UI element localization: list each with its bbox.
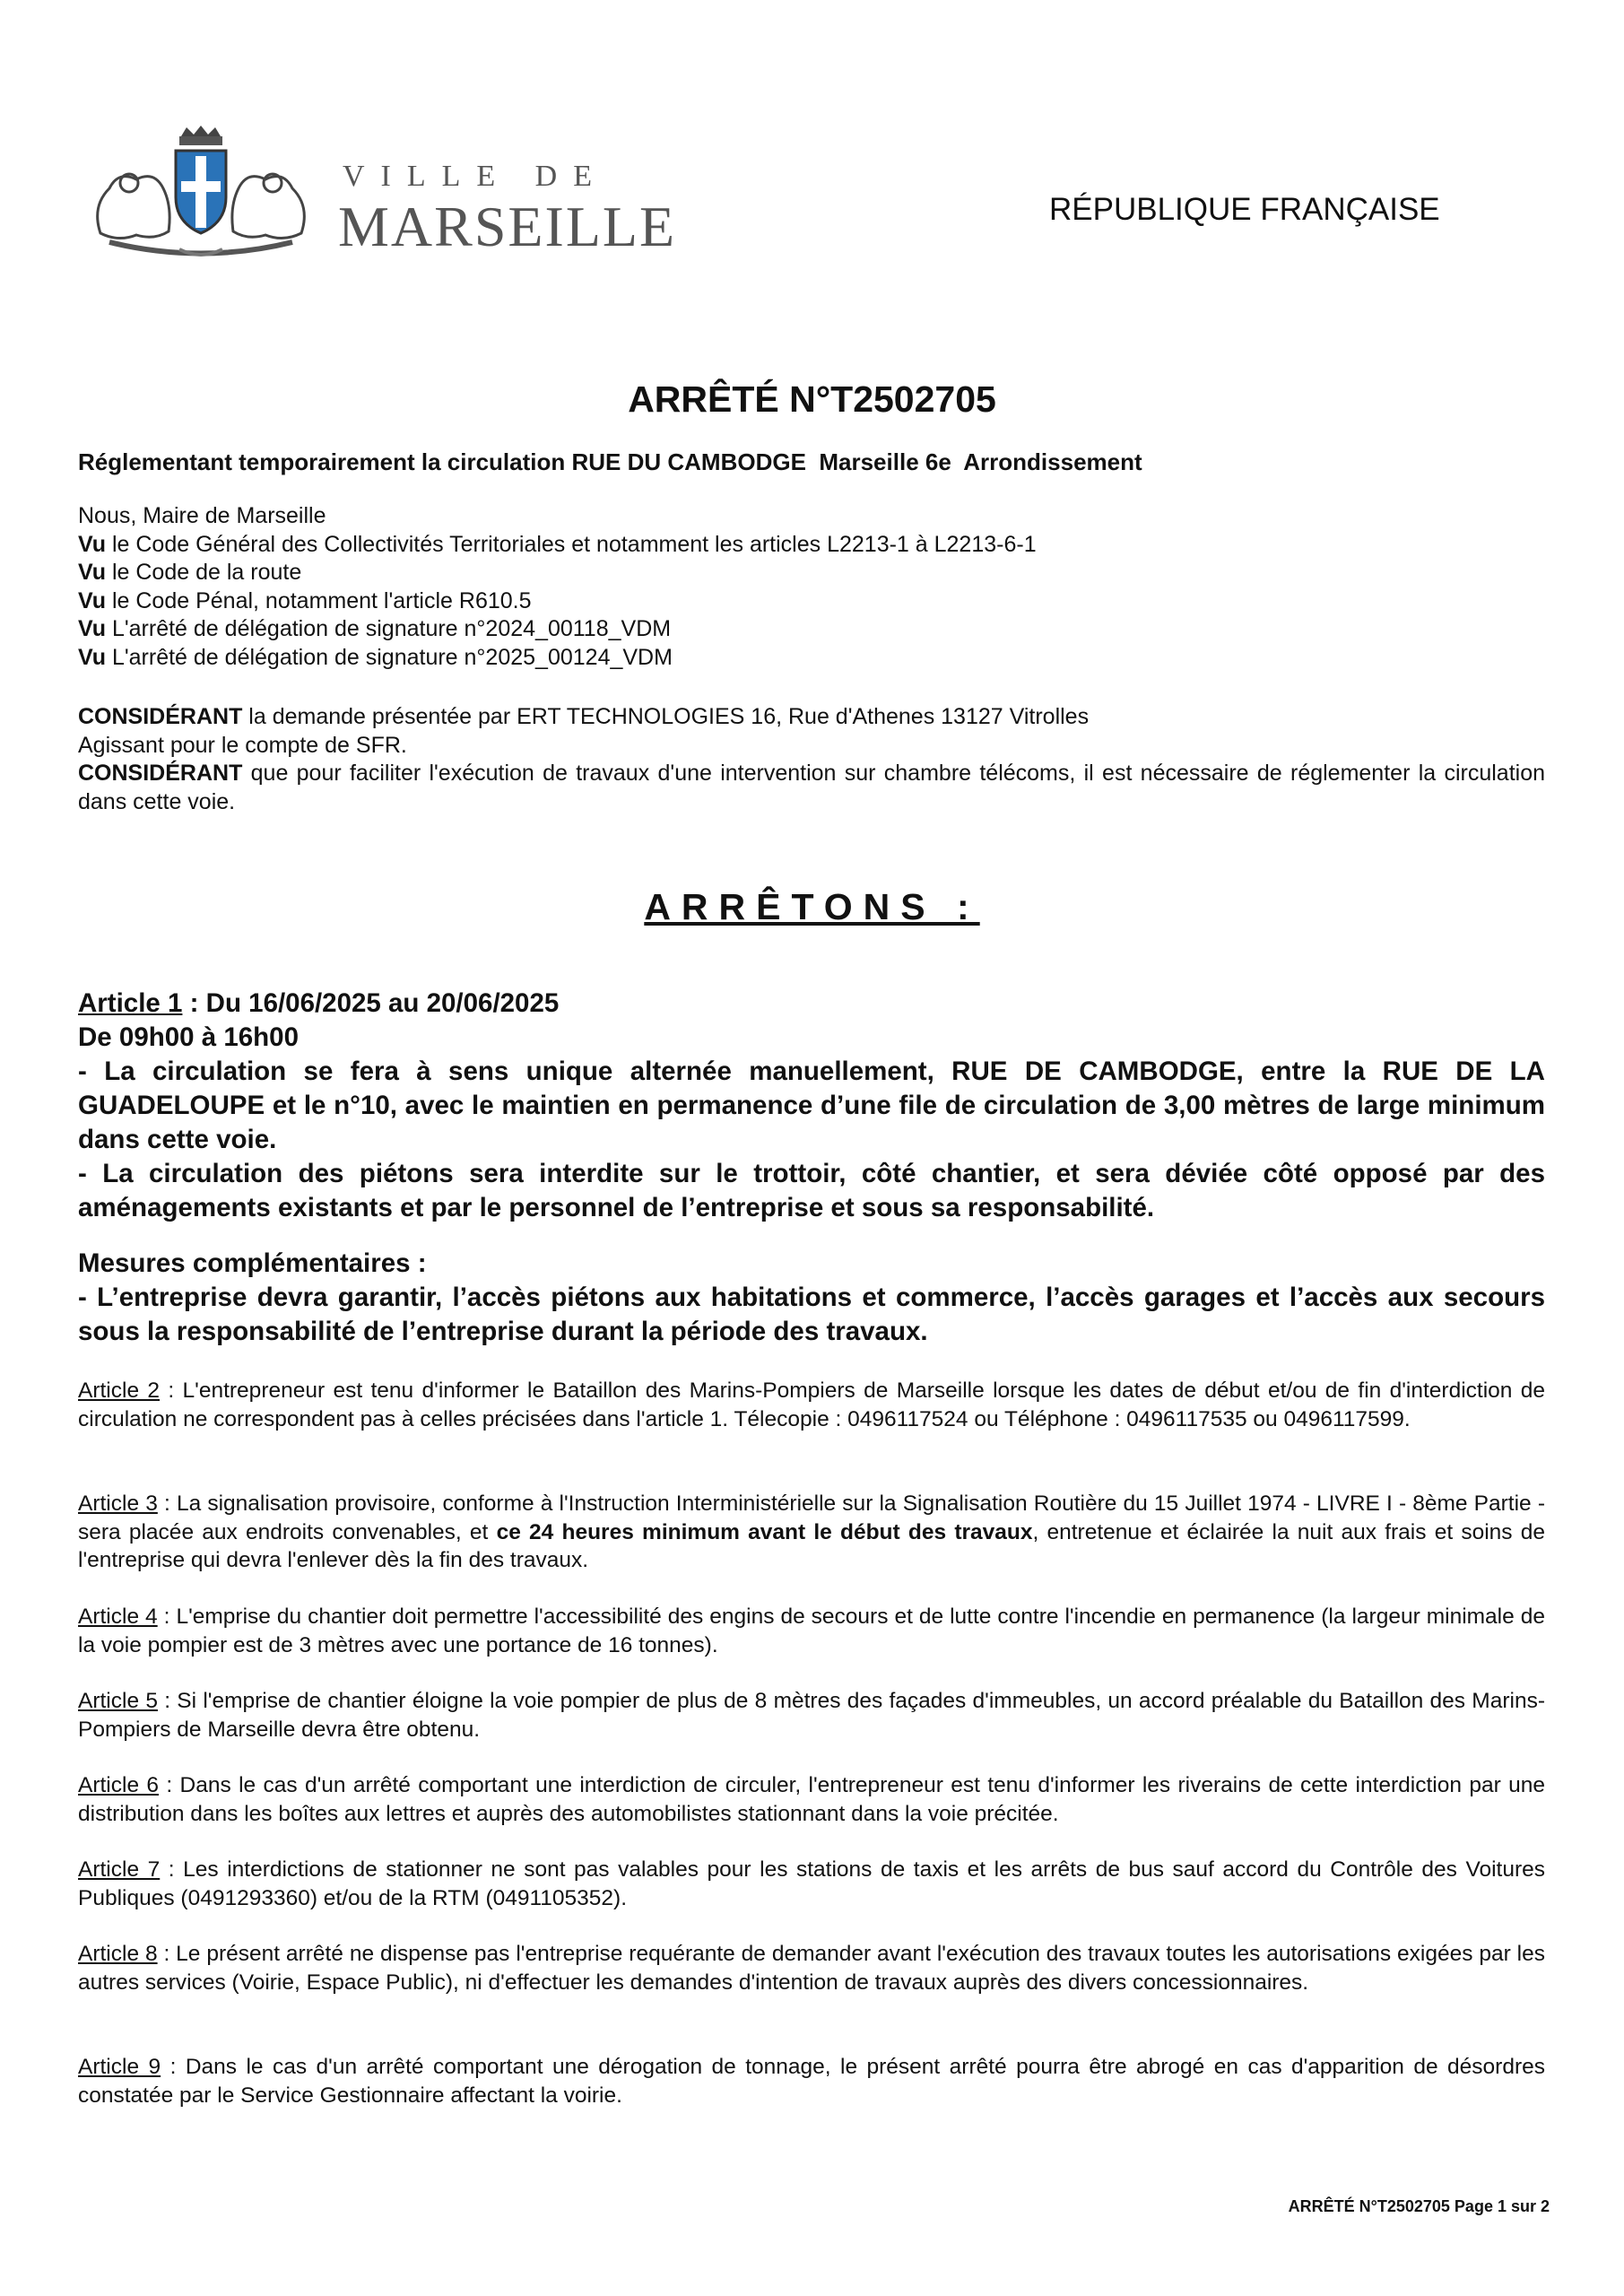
mesures-complementaires bbox=[78, 1247, 1545, 1349]
vu-label: Vu bbox=[78, 644, 107, 670]
article-3-bold-text: ce 24 heures minimum avant le début des travaux bbox=[496, 1519, 1033, 1544]
considerant-2 bbox=[78, 760, 1545, 816]
vu-text: le Code de la route bbox=[106, 560, 302, 585]
vu-label: Vu bbox=[78, 531, 107, 557]
preamble-vu-line bbox=[78, 644, 1037, 673]
article-1-hours: De 09h00 à 16h00 bbox=[78, 1022, 299, 1052]
vu-label: Vu bbox=[78, 616, 107, 641]
preamble-block bbox=[78, 502, 1037, 672]
article-label: Article 2 bbox=[78, 1378, 161, 1403]
article-text: , entretenue et éclairée la nuit aux frais et soins de l'entreprise qui devra l'enlever dès la fin des travaux. bbox=[78, 1519, 1545, 1572]
vu-text: le Code Général des Collectivités Territoriales et notamment les articles L2213-1 à L2213-6-1 bbox=[106, 531, 1037, 557]
considerant-1-text: la demande présentée par ERT TECHNOLOGIES 16, Rue d'Athenes 13127 Vitrolles bbox=[242, 704, 1090, 729]
logo-text-marseille: MARSEILLE bbox=[338, 195, 677, 258]
vu-label: Vu bbox=[78, 587, 107, 613]
mesures-text: - L’entreprise devra garantir, l’accès piétons aux habitations et commerce, l’accès garages et l’accès aux secours sous la responsabilité de l’entreprise durant la période des travaux. bbox=[78, 1283, 1545, 1346]
preamble-maire: Nous, Maire de Marseille bbox=[78, 503, 326, 528]
considerant-label: CONSIDÉRANT bbox=[78, 704, 243, 729]
ville-de-marseille-logo bbox=[83, 126, 677, 269]
article-7 bbox=[78, 1856, 1545, 1912]
considerant-block bbox=[78, 703, 1545, 816]
article-4 bbox=[78, 1603, 1545, 1659]
article-text: : L'entrepreneur est tenu d'informer le Bataillon des Marins-Pompiers de Marseille lorsque les dates de début et/ou de fin d'interdiction de circulation ne correspondent pas à celles précisées dans l'article 1. Télecopie : 0496117524 ou Téléphone : 0496117535 ou 0496117599. bbox=[78, 1378, 1545, 1431]
vu-text: L'arrêté de délégation de signature n°2024_00118_VDM bbox=[106, 616, 672, 641]
preamble-vu-line bbox=[78, 615, 1037, 644]
article-text: : Dans le cas d'un arrêté comportant une interdiction de circuler, l'entrepreneur est tenu d'informer les riverains de cette interdiction par une distribution dans les boîtes aux lettres et auprès des automobilistes stationnant dans la voie précitée. bbox=[78, 1773, 1545, 1826]
article-6 bbox=[78, 1771, 1545, 1828]
considerant-1b: Agissant pour le compte de SFR. bbox=[78, 732, 407, 758]
article-5 bbox=[78, 1687, 1545, 1744]
republique-francaise-heading: RÉPUBLIQUE FRANÇAISE bbox=[1049, 192, 1440, 227]
considerant-label: CONSIDÉRANT bbox=[78, 761, 243, 786]
arrete-title: ARRÊTÉ N°T2502705 bbox=[628, 378, 996, 420]
article-label: Article 5 bbox=[78, 1689, 158, 1713]
considerant-2-text: que pour faciliter l'exécution de travaux d'une intervention sur chambre télécoms, il est nécessaire de réglementer la circulation dans cette voie. bbox=[78, 761, 1545, 814]
article-2 bbox=[78, 1377, 1545, 1433]
article-3 bbox=[78, 1490, 1545, 1575]
vu-text: le Code Pénal, notamment l'article R610.5 bbox=[106, 587, 532, 613]
article-1-dates-line bbox=[78, 987, 1545, 1021]
article-label: Article 8 bbox=[78, 1942, 158, 1966]
article-text: : L'emprise du chantier doit permettre l'accessibilité des engins de secours et de lutte contre l'incendie en permanence (la largeur minimale de la voie pompier est de 3 mètres avec une portance de 16 tonnes). bbox=[78, 1605, 1545, 1657]
article-1-paragraph-2: - La circulation des piétons sera interdite sur le trottoir, côté chantier, et sera déviée côté opposé par des aménagements existants et par le personnel de l’entreprise et sous sa responsabilité. bbox=[78, 1159, 1545, 1222]
article-1 bbox=[78, 987, 1545, 1225]
logo-text-ville-de: VILLE DE bbox=[343, 160, 609, 193]
arrete-subtitle: Réglementant temporairement la circulation RUE DU CAMBODGE Marseille 6e Arrondissement bbox=[78, 448, 1142, 475]
preamble-vu-line bbox=[78, 531, 1037, 560]
preamble-vu-line bbox=[78, 559, 1037, 587]
marseille-coat-of-arms-icon bbox=[83, 126, 334, 269]
vu-label: Vu bbox=[78, 560, 107, 585]
article-text: : Si l'emprise de chantier éloigne la voie pompier de plus de 8 mètres des façades d'immeubles, un accord préalable du Bataillon des Marins-Pompiers de Marseille devra être obtenu. bbox=[78, 1689, 1545, 1742]
article-label: Article 7 bbox=[78, 1857, 161, 1882]
article-8 bbox=[78, 1940, 1545, 1996]
vu-text: L'arrêté de délégation de signature n°2025_00124_VDM bbox=[106, 644, 673, 670]
article-label: Article 4 bbox=[78, 1605, 158, 1629]
article-text: : Le présent arrêté ne dispense pas l'entreprise requérante de demander avant l'exécution des travaux toutes les autorisations exigées par les autres services (Voirie, Espace Public), ni d'effectuer les demandes d'intention de travaux auprès des divers concessionnaires. bbox=[78, 1942, 1545, 1995]
considerant-1 bbox=[78, 703, 1545, 732]
article-9 bbox=[78, 2053, 1545, 2109]
page-footer: ARRÊTÉ N°T2502705 Page 1 sur 2 bbox=[1288, 2197, 1550, 2215]
article-text: : Les interdictions de stationner ne sont pas valables pour les stations de taxis et les arrêts de bus sauf accord du Contrôle des Voitures Publiques (0491293360) et/ou de la RTM (0491105352). bbox=[78, 1857, 1545, 1910]
article-label: Article 6 bbox=[78, 1773, 160, 1797]
article-label: Article 9 bbox=[78, 2055, 161, 2079]
article-1-paragraph-1: - La circulation se fera à sens unique alternée manuellement, RUE DE CAMBODGE, entre la RUE DE LA GUADELOUPE et le n°10, avec le maintien en permanence d’une file de circulation de 3,00 mètres de large minimum dans cette voie. bbox=[78, 1057, 1545, 1154]
arretons-heading: ARRÊTONS : bbox=[644, 886, 980, 927]
preamble-vu-line bbox=[78, 587, 1037, 616]
article-1-dates: : Du 16/06/2025 au 20/06/2025 bbox=[182, 988, 560, 1018]
article-label: Article 1 bbox=[78, 988, 183, 1018]
mesures-title: Mesures complémentaires : bbox=[78, 1248, 427, 1278]
article-label: Article 3 bbox=[78, 1492, 158, 1516]
article-text: : Dans le cas d'un arrêté comportant une dérogation de tonnage, le présent arrêté pourra être abrogé en cas d'apparition de désordres constatée par le Service Gestionnaire affectant la voirie. bbox=[78, 2055, 1545, 2108]
article-text: : La signalisation provisoire, conforme à l'Instruction Interministérielle sur la Signalisation Routière du 15 Juillet 1974 - LIVRE I - 8ème Partie - sera placée aux endroits convenables, et bbox=[78, 1492, 1545, 1544]
